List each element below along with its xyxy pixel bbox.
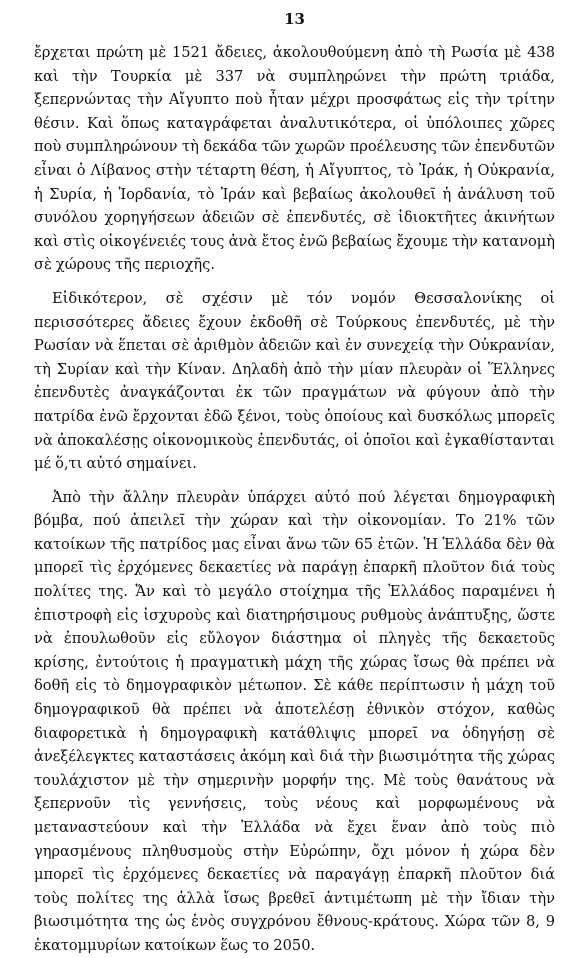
paragraph-3: Ἀπὸ τὴν ἄλλην πλευρὰν ὑπάρχει αὐτό πού λέγεται δημογραφικὴ βόμβα, πού ἀπειλεῖ τὴν χώραν καὶ τὴν οἰκονομίαν. Το 21% τῶν κατοίκων τῆς πατρίδος μας εἶναι ἄνω τῶν 65 ἐτῶν. Ἡ Ἑλλάδα δὲν θὰ μπορεῖ τὶς ἐρχόμενες δεκαετίες νὰ παράγῃ ἐπαρκῆ πλοῦτον διά τοὺς πολίτες της. Ἄν καὶ τὸ μεγάλο στοίχημα τῆς Ἑλλάδος παραμένει ἡ ἐπιστροφὴ εἰς ἰσχυροὺς καὶ διατηρήσιμους ρυθμοὺς ἀνάπτυξης, ὥστε νὰ ἐπουλωθοῦν εἰς εὔλογον διάστημα οἱ πληγὲς τῆς δεκαετοῦς κρίσης, ἐντούτοις ἡ πραγματικὴ μάχη τῆς χώρας ἴσως θὰ πρέπει νὰ δοθῆ εἰς τὸ δημογραφικὸν μέτωπον. Σὲ κάθε περίπτωσιν ἡ μάχη τοῦ δημογραφικοῦ θὰ πρέπει νὰ ἀποτελέσῃ ἐθνικὸν στόχον, καθὼς διαφορετικὰ ἡ δημογραφικὴ κατάθλιψις μπορεῖ να ὁδηγήσῃ σὲ ἀνεξέλεγκτες καταστάσεις ἀκόμη καὶ διά τὴν βιωσιμότητα τῆς χώρας τουλάχιστον μὲ τὴν σημερινὴν μορφήν της. Μὲ τοὺς θανάτους νὰ ξεπερνοῦν τὶς γεννήσεις, τοὺς νέους καὶ μορφωμένους νὰ μεταναστεύουν καὶ τὴν Ἑλλάδα νὰ ἔχει ἕναν ἀπὸ τοὺς πιὸ γηρασμένους πληθυσμοὺς στὴν Εὐρώπην, ὄχι μόνον ἡ χώρα δὲν μπορεῖ τὶς ἐρχόμενες δεκαετίες νὰ παραγάγῃ ἐπαρκῆ πλοῦτον διά τοὺς πολίτες της ἀλλὰ ἴσως βρεθεῖ ἀντιμέτωπη μὲ τὴν ἴδιαν τὴν βιωσιμότητα της ὡς ἑνὸς συγχρόνου ἔθνους-κράτους. Χώρα τῶν 8, 9 ἑκατομμυρίων κατοίκων ἕως το 2050.: [34, 488, 555, 954]
page-number: 13: [284, 10, 305, 28]
document-page: [34, 10, 555, 958]
paragraph-2: Εἰδικότερον, σὲ σχέσιν μὲ τόν νομόν Θεσσαλονίκης οἱ περισσότερες ἄδειες ἔχουν ἐκδοθῆ σὲ Τούρκους ἐπενδυτές, μὲ τὴν Ρωσίαν νὰ ἕπεται σὲ ἀριθμὸν ἀδειῶν καὶ ἐν συνεχείᾳ τὴν Οὐκρανίαν, τὴ Συρίαν καὶ τὴν Κίναν. Δηλαδὴ ἀπὸ τὴν μίαν πλευρὰν οἱ Ἕλληνες ἐπενδυτὲς ἀναγκάζονται ἐκ τῶν πραγμάτων νὰ φύγουν ἀπὸ τὴν πατρίδα ἐνῶ ἔρχονται ἐδῶ ξένοι, τοὺς ὁποίους καὶ δυσκόλως μπορεῖς νὰ ἀποκαλέσῃς οἰκονομικοὺς ἐπενδυτάς, οἱ ὁποῖοι καὶ ἐγκαθίστανται μέ ὅ,τι αὐτό σημαίνει.: [34, 289, 555, 473]
paragraph-1: ἔρχεται πρώτη μὲ 1521 ἄδειες, ἀκολουθούμενη ἀπὸ τὴ Ρωσία μὲ 438 καὶ τὴν Τουρκία μὲ 337 νὰ συμπληρώνει τὴν πρώτη τριάδα, ξεπερνώντας τὴν Αἴγυπτο ποὺ ἦταν μέχρι προσφάτως εἰς τὴν τρίτην θέσιν. Καὶ ὅπως καταγράφεται ἀναλυτικότερα, οἱ ὑπόλοιπες χῶρες ποὺ συμπληρώνουν τὴ δεκάδα τῶν χωρῶν προέλευσης τῶν ἐπενδυτῶν εἶναι ὁ Λίβανος στὴν τέταρτη θέση, ἡ Αἴγυπτος, τὸ Ἰράκ, ἡ Οὐκρανία, ἡ Συρία, ἡ Ἰορδανία, τὸ Ἰράν καὶ βεβαίως ἀκολουθεῖ ἡ ἀνάλυση τοῦ συνόλου χορηγήσεων ἀδειῶν σὲ ἐπενδυτές, σὲ ἰδιοκτῆτες ἀκινήτων καὶ στὶς οἰκογένειές τους ἀνὰ ἔτος ἐνῶ βεβαίως ἔχουμε τὴν κατανομὴ σὲ χώρους τῆς περιοχῆς.: [34, 44, 555, 274]
